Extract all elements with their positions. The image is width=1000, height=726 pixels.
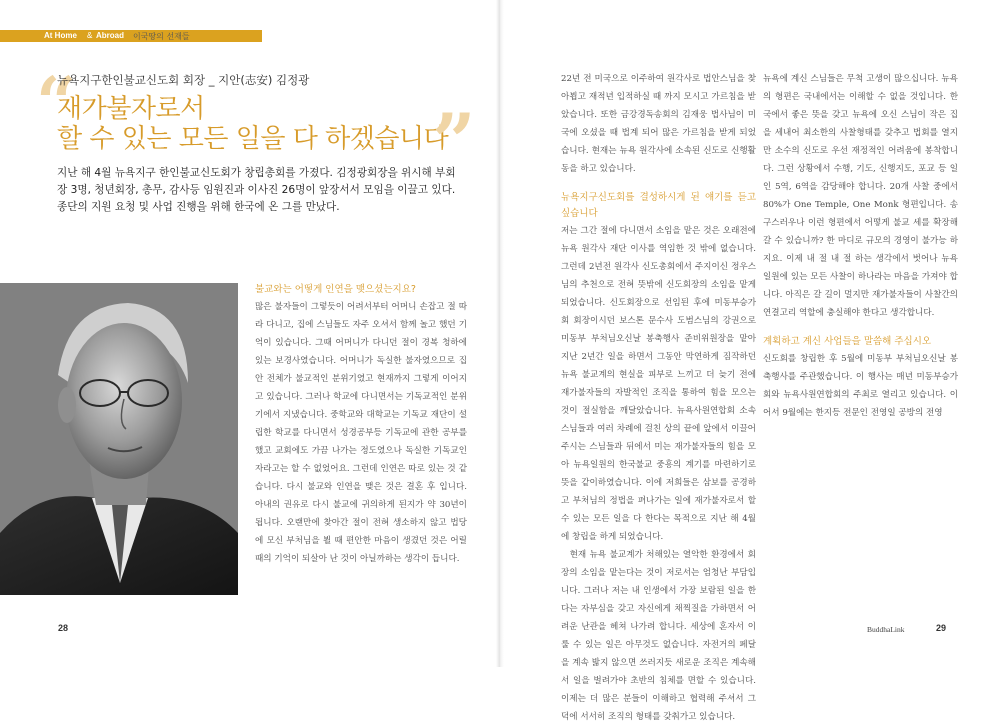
question-3: 계획하고 계신 사업들을 말씀해 주십시오 xyxy=(763,336,932,347)
section-separator: & xyxy=(87,31,93,40)
article-title-line1: 재가불자로서 xyxy=(57,94,205,124)
question-1: 불교와는 어떻게 인연을 맺으셨는지요? xyxy=(255,284,416,295)
magazine-brand: BuddhaLink xyxy=(867,625,905,634)
article-byline: 뉴욕지구한인불교신도회 회장 _ 지안(志安) 김정광 xyxy=(57,73,310,87)
page-number-right: 29 xyxy=(936,623,947,633)
section-label-abroad: Abroad xyxy=(96,31,124,40)
answer-2: 저는 그간 절에 다니면서 소임을 맡은 것은 오래전에 뉴욕 원각사 재단 이사를 역임한 것 밖에 없습니다. 그런데 2년전 원각사 신도총회에서 주지이신 정우스님의 추천으로 전혀 뜻밖에 신도회장의 소임을 맡게 되었습니다. 신도회장으로 선임된 후에 미동부승가회 회장이시던 보스톤 문수사 도범스님의 강권으로 미동부 부처님오신날 봉축행사 준비위원장을 맡아 지난 2년간 일을 하면서 그동안 막연하게 짐작하던 뉴욕 불교계의 현실을 피부로 느끼고 더 늦기 전에 재가불자들의 자발적인 조직을 통하여 힘을 모으는 것이 절실함을 깨달았습니다. 뉴욕사원연합회 소속 스님들과 여러 차례에 걸친 상의 끝에 앞에서 이끌어 주시는 스님들과 뒤에서 미는 재가불자들의 힘을 모아 뉴욕일원의 한국불교 중흥의 계기를 마련하기로 뜻을 같이하였습니다. 이에 저희들은 삼보를 공경하고 부처님의 정법을 펴나가는 일에 재가불자로서 할 수 있는 모든 일을 다 한다는 목적으로 지난 해 4월에 창립을 하게 되었습니다. xyxy=(561,226,756,542)
page-number-left: 28 xyxy=(58,623,69,633)
answer-2-part3: 뉴욕에 계신 스님들은 무척 고생이 많으십니다. 뉴욕의 형편은 국내에서는 이해할 수 없을 것입니다. 한국에서 좋은 뜻을 갖고 뉴욕에 오신 스님이 작은 집을 세내어 최소한의 사찰형태를 갖추고 법회를 열지만 소수의 신도로 우선 재정적인 어려움에 봉착합니다. 그런 상황에서 수행, 기도, 신행지도, 포교 등 일인 5역, 6역을 감당해야 합니다. 20개 사찰 중에서 80%가 One Temple, One Monk 형편입니다. 송구스러우나 이런 형편에서 어떻게 불교 세를 확장해 갈 수 있습니까? 한 마디로 규모의 경영이 불가능 하지요. 이제 내 절 내 절 하는 생각에서 벗어나 뉴욕 일원에 있는 모든 사찰이 하나라는 마음을 가져야 합니다. 아직은 갈 길이 멀지만 재가불자들이 사찰간의 연결고리 역할에 충실해야 한다고 생각합니다. xyxy=(763,74,958,318)
answer-3: 신도회를 창립한 후 5월에 미동부 부처님오신날 봉축행사를 주관했습니다. 이 행사는 매년 미동부승가회와 뉴욕사원연합회의 주최로 열리고 있습니다. 이어서 9월에는 한지등 전문인 전영일 공방의 전영 xyxy=(763,354,958,418)
answer-1-continued: 22년 전 미국으로 이주하여 원각사로 법안스님을 찾아뵙고 재적년 입적하실 때 까지 모시고 가르침을 받았습니다. 또한 금강경독송회의 김재웅 법사님이 미국에 오셨을 때 법계 되어 많은 가르침을 받게 되었습니다. 현재는 뉴욕 원각사에 소속된 신도로 신행활동을 하고 있습니다. xyxy=(561,74,756,174)
section-label-home: At Home xyxy=(44,31,77,40)
portrait-photo xyxy=(0,283,238,595)
question-2: 뉴욕지구신도회를 결성하시게 된 얘기를 듣고 싶습니다 xyxy=(561,192,756,219)
article-title-line2: 할 수 있는 모든 일을 다 하겠습니다 xyxy=(57,124,449,154)
portrait-illustration xyxy=(0,283,238,595)
right-page-column-2 xyxy=(763,70,958,422)
left-page-column xyxy=(255,282,467,568)
right-page-column-1 xyxy=(561,70,756,726)
section-subtitle: 이국땅의 선재들 xyxy=(133,32,190,41)
section-header-bar xyxy=(0,30,262,42)
close-quote-icon: ” xyxy=(432,97,476,186)
page-gutter xyxy=(496,0,504,667)
article-intro: 지난 해 4월 뉴욕지구 한인불교신도회가 창립총회를 가졌다. 김정광회장을 위시해 부회장 3명, 청년회장, 총무, 감사등 임원진과 이사진 26명이 앞장서서 모임을 이끌고 있다. 종단의 지원 요청 및 사업 진행을 위해 한국에 온 그를 만났다. xyxy=(57,167,456,213)
answer-2-continued: 현재 뉴욕 불교계가 처해있는 열악한 환경에서 회장의 소임을 맡는다는 것이 저로서는 엄청난 부담입니다. 그러나 저는 내 인생에서 가장 보람된 일을 한다는 자부심을 갖고 자신에게 채찍질을 가하면서 어려운 난관을 헤쳐 나가려 합니다. 세상에 혼자서 이룰 수 있는 일은 아무것도 없습니다. 자전거의 페달을 계속 밟지 않으면 쓰러지듯 새로운 조직은 계속해서 일을 벌려가야 초반의 침체를 면할 수 있습니다. 이제는 더 많은 분들이 이해하고 협력해 주셔서 그 덕에 서서히 조직의 형태를 갖춰가고 있습니다. xyxy=(561,550,756,722)
open-quote-icon: “ xyxy=(36,61,77,144)
answer-1: 많은 불자들이 그렇듯이 어려서부터 어머니 손잡고 절 따라 다니고, 집에 스님들도 자주 오셔서 함께 놀고 했던 기억이 있습니다. 그때 어머니가 다니던 절이 경복 청하에 있는 보경사였습니다. 어머니가 독실한 불자였으므로 집안 전체가 불교적인 분위기였고 현재까지 그렇게 이어지고 있습니다. 그러나 학교에 다니면서는 기독교적인 분위기에서 지냈습니다. 중학교와 대학교는 기독교 재단이 설립한 학교를 다니면서 성경공부등 기독교에 관한 공부를 했고 교회에도 가끔 나가는 정도였으나 독실한 기독교인자라고는 할 수 없었어요. 그런데 인연은 따로 있는 것 같습니다. 다시 불교와 인연을 맺은 것은 결혼 후 입니다. 아내의 권유로 다시 불교에 귀의하게 된지가 약 30년이 됩니다. 오랜만에 찾아간 절이 전혀 생소하지 않고 법당에 모신 부처님을 뵐 때 편안한 마음이 생겼던 것은 어릴 때의 기억이 되살아 난 것이 아닐까하는 생각이 듭니다. xyxy=(255,302,467,564)
